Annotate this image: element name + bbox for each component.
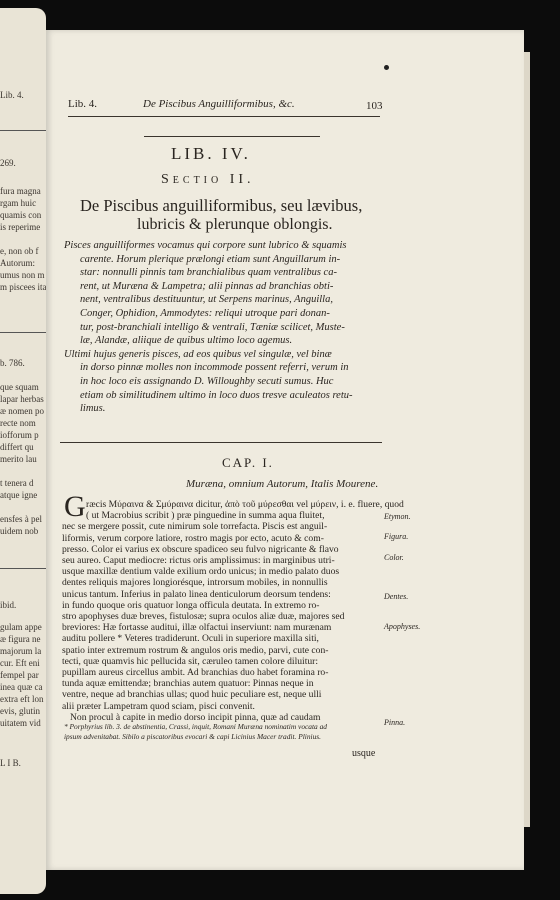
chapter-heading: CAP. I. [222, 455, 274, 470]
intro-line: carente. Horum plerique prælongi etiam sunt Anguillarum in- [80, 253, 341, 265]
intro-line: in hoc loco eis assignando D. Willoughby secuti sumus. Huc [80, 376, 334, 387]
drop-cap: G [64, 490, 86, 523]
body-line: nec se mergere possit, cute nimirum sole torrefacta. Piscis est anguil- [62, 521, 328, 533]
body-line: seu aureo. Caput mediocre: rictus oris amplissimus: in marginibus utri- [62, 555, 335, 566]
left-page-text: ensfes à pel [0, 514, 42, 524]
body-line: tecti, quæ quamvis hic pellucida sit, cæruleo tamen colore diluitur: [62, 655, 319, 667]
left-page-text: quamis con [0, 210, 42, 220]
body-line: alii præter Lampetram quod sciam, pisci convenit. [62, 700, 255, 712]
left-page-text: cur. Eft eni [0, 658, 40, 668]
left-page-text: Autorum: [0, 258, 35, 268]
left-page-rule [0, 130, 46, 131]
body-line: in fundo quoque oris quatuor longa officula deutata. In extremo ro- [62, 599, 320, 611]
footnote-line: * Porphyrius lib. 3. de abstinentia, Crassi, inquit, Romani Muræna nominatim vocata ad [64, 722, 327, 731]
ink-spot [384, 65, 389, 70]
intro-line: Pisces anguilliformes vocamus qui corpore sunt lubrico & squamis [64, 240, 347, 251]
body-line: auditu pollere * Veteres tradiderunt. Oculi in superiore maxilla siti, [62, 633, 319, 645]
left-page-rule [0, 332, 46, 333]
left-page-text: uidem nob [0, 526, 39, 536]
chapter-subtitle: Muræna, omnium Autorum, Italis Mourene. [186, 478, 379, 490]
left-page-text: atque igne [0, 490, 38, 500]
body-line: ventre, neque ad branchias ullas; quod huic peculiare est, neque ulli [62, 689, 322, 701]
left-page-rule [0, 568, 46, 569]
footnote-line: ipsum advenitabat. Sibilo a piscatoribus evocari & capi Licinius Macer tradit. Plinius. [64, 732, 322, 741]
left-page-text: extra eft lon [0, 694, 44, 704]
left-page-text: uitatem vid [0, 718, 41, 728]
left-page-text: evis, glutin [0, 706, 40, 716]
left-page-edge [0, 8, 46, 894]
intro-line: Ultimi hujus generis pisces, ad eos quibus vel singulæ, vel binæ [64, 348, 332, 360]
left-page-text: differt qu [0, 442, 34, 452]
header-rule [68, 116, 380, 117]
body-line: spatio inter extremum rostrum & angulos oris medio, parvi, cute con- [62, 644, 329, 656]
body-line: ræcis Μύραινα & Σμύραινα dicitur, ἀπὸ τοῦ μύρεσθαι vel μύρειν, i. e. fluere, quod [86, 499, 404, 510]
left-page-text: iofforum p [0, 430, 39, 440]
section-heading-line2: lubricis & plerunque oblongis. [137, 216, 333, 233]
intro-line: Conger, Ophidion, Ammodytes: reliqui utroque pari donan- [80, 308, 330, 319]
body-line: ( ut Macrobius scribit ) præ pinguedine in summa aqua fluitet, [86, 510, 325, 522]
margin-note: Pinna. [384, 718, 406, 727]
left-page-text: merito lau [0, 454, 37, 464]
book-title: LIB. IV. [171, 144, 251, 163]
running-title: De Piscibus Anguilliformibus, &c. [143, 98, 295, 110]
intro-line: etiam ob similitudinem ultimo in loco duos tresve aculeatos retu- [80, 389, 353, 401]
intro-line: in dorso pinnæ molles non incommode possent referri, verum in [80, 362, 349, 374]
left-page-text: 269. [0, 158, 16, 168]
left-page-text: e, non ob f [0, 246, 39, 256]
page-number: 103 [366, 100, 383, 112]
left-page-text: t tenera d [0, 478, 34, 488]
left-page-text: rgam huic [0, 198, 37, 208]
left-page-text: Lib. 4. [0, 90, 24, 100]
left-page-text: b. 786. [0, 358, 25, 368]
title-rule [144, 136, 320, 137]
left-page-text: m piscees ita [0, 282, 46, 292]
left-page-text: gulam appe [0, 622, 42, 632]
body-line: tunda aquæ emittendæ; branchias autem quatuor: Pinnas neque in [62, 678, 314, 690]
margin-note: Figura. [384, 532, 409, 541]
left-page-text: ibid. [0, 600, 17, 610]
body-line: liformis, verum corpore latiore, rostro magis por ecto, acuto & com- [62, 532, 324, 544]
intro-line: nent, ventralibus destituuntur, ut Serpens marinus, Anguilla, [80, 294, 333, 306]
page-edge [524, 52, 530, 827]
intro-line: rent, ut Muræna & Lampetra; alii pinnas ad branchias obti- [80, 280, 334, 292]
left-page-text: que squam [0, 382, 39, 392]
left-page-text: recte nom [0, 418, 36, 428]
left-page-text: fempel par [0, 670, 39, 680]
catchword: usque [352, 748, 376, 759]
body-line: presso. Color ei varius ex obscure spadiceo seu fulvo nigricante & flavo [62, 543, 339, 555]
margin-note: Apophyses. [384, 622, 421, 631]
intro-line: limus. [80, 403, 106, 415]
margin-note: Etymon. [384, 512, 411, 521]
body-line: usque maxillæ dentium valde exilium ordo unicus; in medio palato duos [62, 566, 340, 578]
left-page-text: æ nomen po [0, 406, 44, 416]
left-page-text: inea quæ ca [0, 682, 43, 692]
intro-line: star: nonnulli pinnis tam branchialibus quam ventralibus ca- [80, 267, 337, 279]
left-page-text: L I B. [0, 758, 21, 768]
section-heading-line1: De Piscibus anguilliformibus, seu lævibus, [80, 196, 363, 215]
header-lib: Lib. 4. [68, 98, 98, 110]
body-line: dentes reliquis majores longiorésque, introrsum mobiles, in nonnullis [62, 577, 328, 589]
body-line: unicus tantum. Inferius in palato linea denticulorum deorsum tendens: [62, 588, 331, 600]
margin-note: Dentes. [384, 592, 409, 601]
left-page-text: æ figura ne [0, 634, 41, 644]
left-page-text: majorum la [0, 646, 42, 656]
section-title: Sectio II. [161, 172, 255, 187]
left-page-text: umus non m [0, 270, 45, 280]
left-page-text: fura magna [0, 186, 41, 196]
body-line: Non procul à capite in medio dorso incipit pinna, quæ ad caudam [70, 711, 321, 723]
chapter-rule [60, 442, 382, 443]
left-page-text: is reperime [0, 222, 41, 232]
body-line: breviores: Hæ fortasse auditui, illæ olfactui inserviunt: nam murænam [62, 622, 332, 634]
intro-line: læ, Alandæ, aliique de quibus ultimo loco agemus. [80, 335, 293, 347]
main-page [46, 30, 524, 870]
intro-line: tur, post-branchiali intelligo & ventrali, Tæniæ scilicet, Muste- [80, 321, 345, 333]
body-line: stro apophyses duæ breves, fistulosæ; supra oculos aliæ duæ, majores sed [62, 611, 345, 622]
body-line: pupillam aureus circellus ambit. Ad branchias duo habet foramina ro- [62, 667, 329, 678]
left-page-text: lapar herbas [0, 394, 44, 404]
margin-note: Color. [384, 553, 404, 562]
